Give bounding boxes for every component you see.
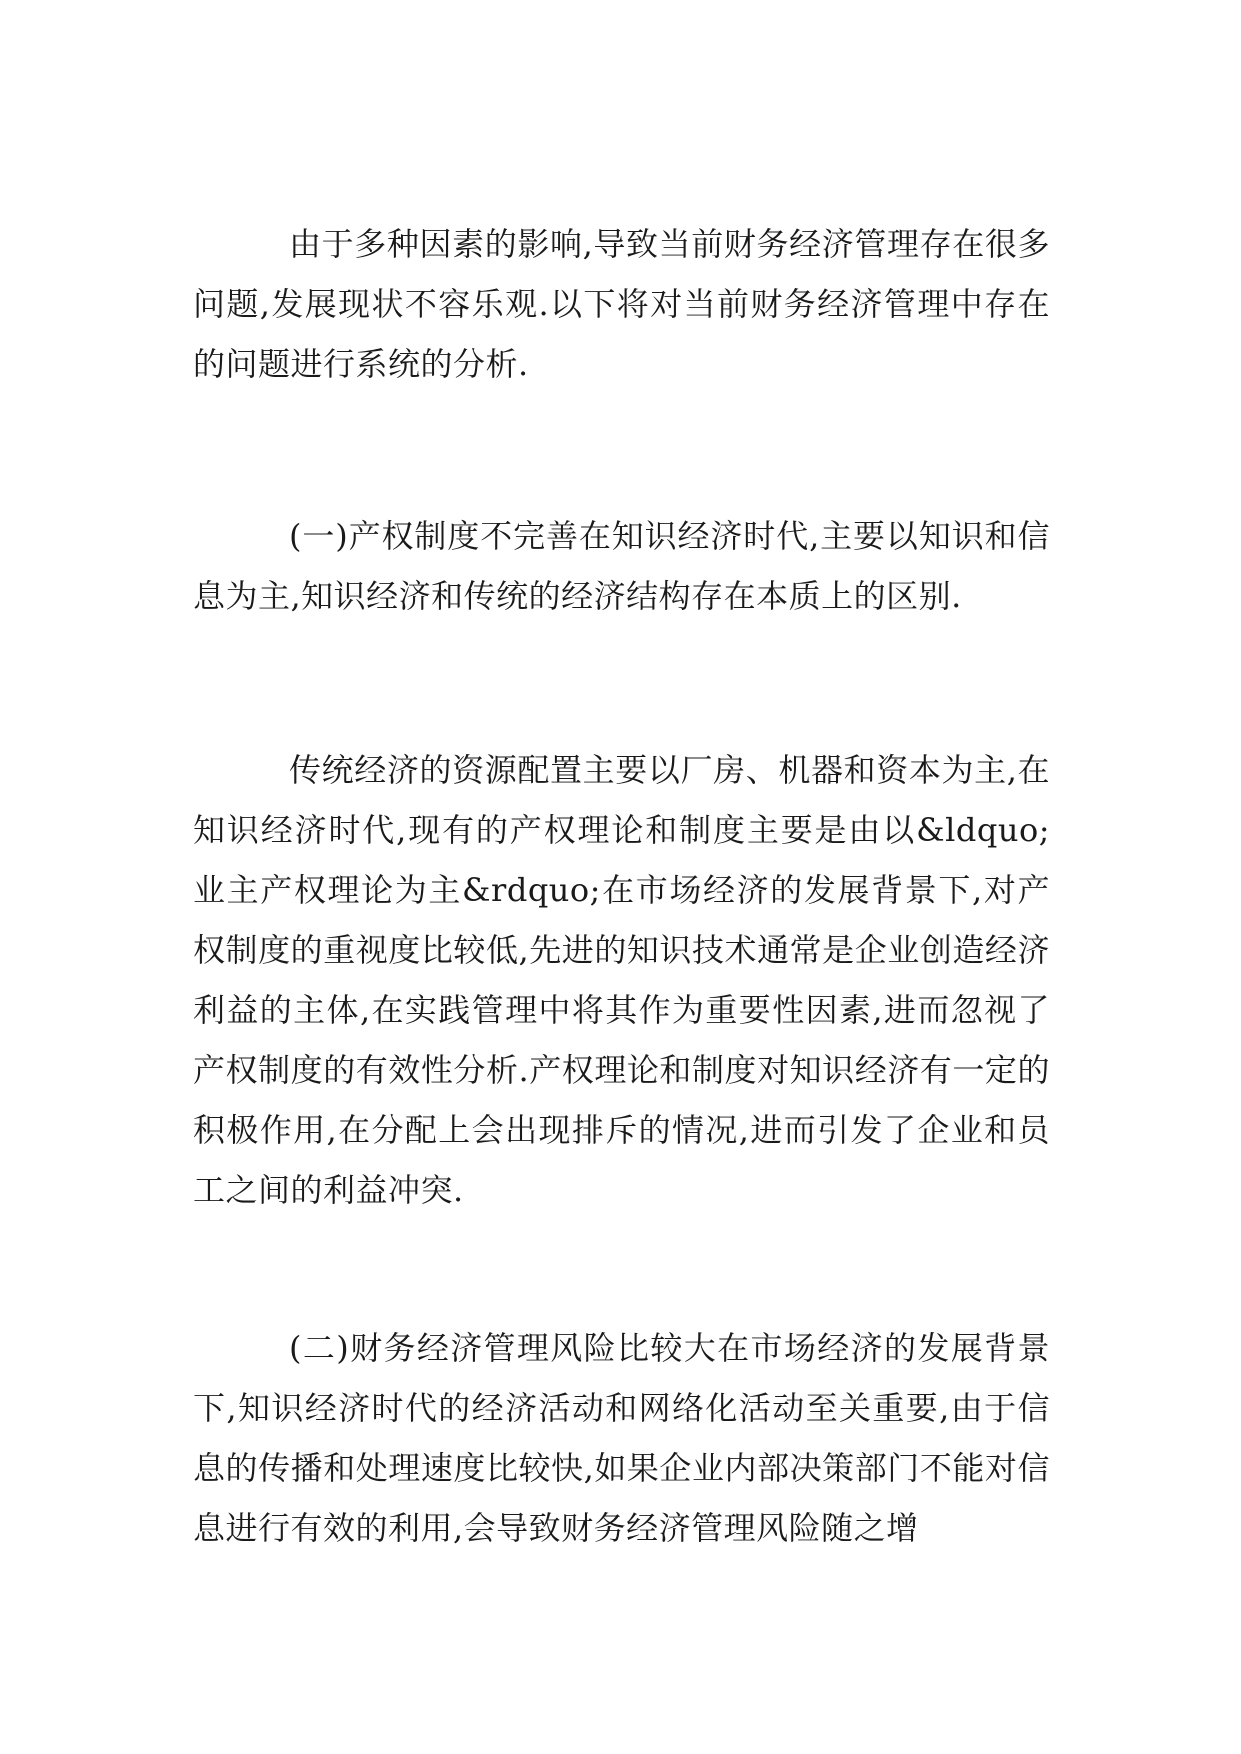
paragraph-intro: 由于多种因素的影响,导致当前财务经济管理存在很多问题,发展现状不容乐观.以下将对当前财务经济管理中存在的问题进行系统的分析. (193, 225, 1050, 383)
paragraph-section-2-heading: (二)财务经济管理风险比较大在市场经济的发展背景下,知识经济时代的经济活动和网络化活动至关重要,由于信息的传播和处理速度比较快,如果企业内部决策部门不能对信息进行有效的利用,会导致财务经济管理风险随之增 (193, 1329, 1050, 1547)
paragraph-section-1-body: 传统经济的资源配置主要以厂房、机器和资本为主,在知识经济时代,现有的产权理论和制度主要是由以&ldquo;业主产权理论为主&rdquo;在市场经济的发展背景下,对产权制度的重视度比较低,先进的知识技术通常是企业创造经济利益的主体,在实践管理中将其作为重要性因素,进而忽视了产权制度的有效性分析.产权理论和制度对知识经济有一定的积极作用,在分配上会出现排斥的情况,进而引发了企业和员工之间的利益冲突. (193, 751, 1050, 1209)
paragraph-section-1-heading: (一)产权制度不完善在知识经济时代,主要以知识和信息为主,知识经济和传统的经济结构存在本质上的区别. (193, 517, 1050, 615)
